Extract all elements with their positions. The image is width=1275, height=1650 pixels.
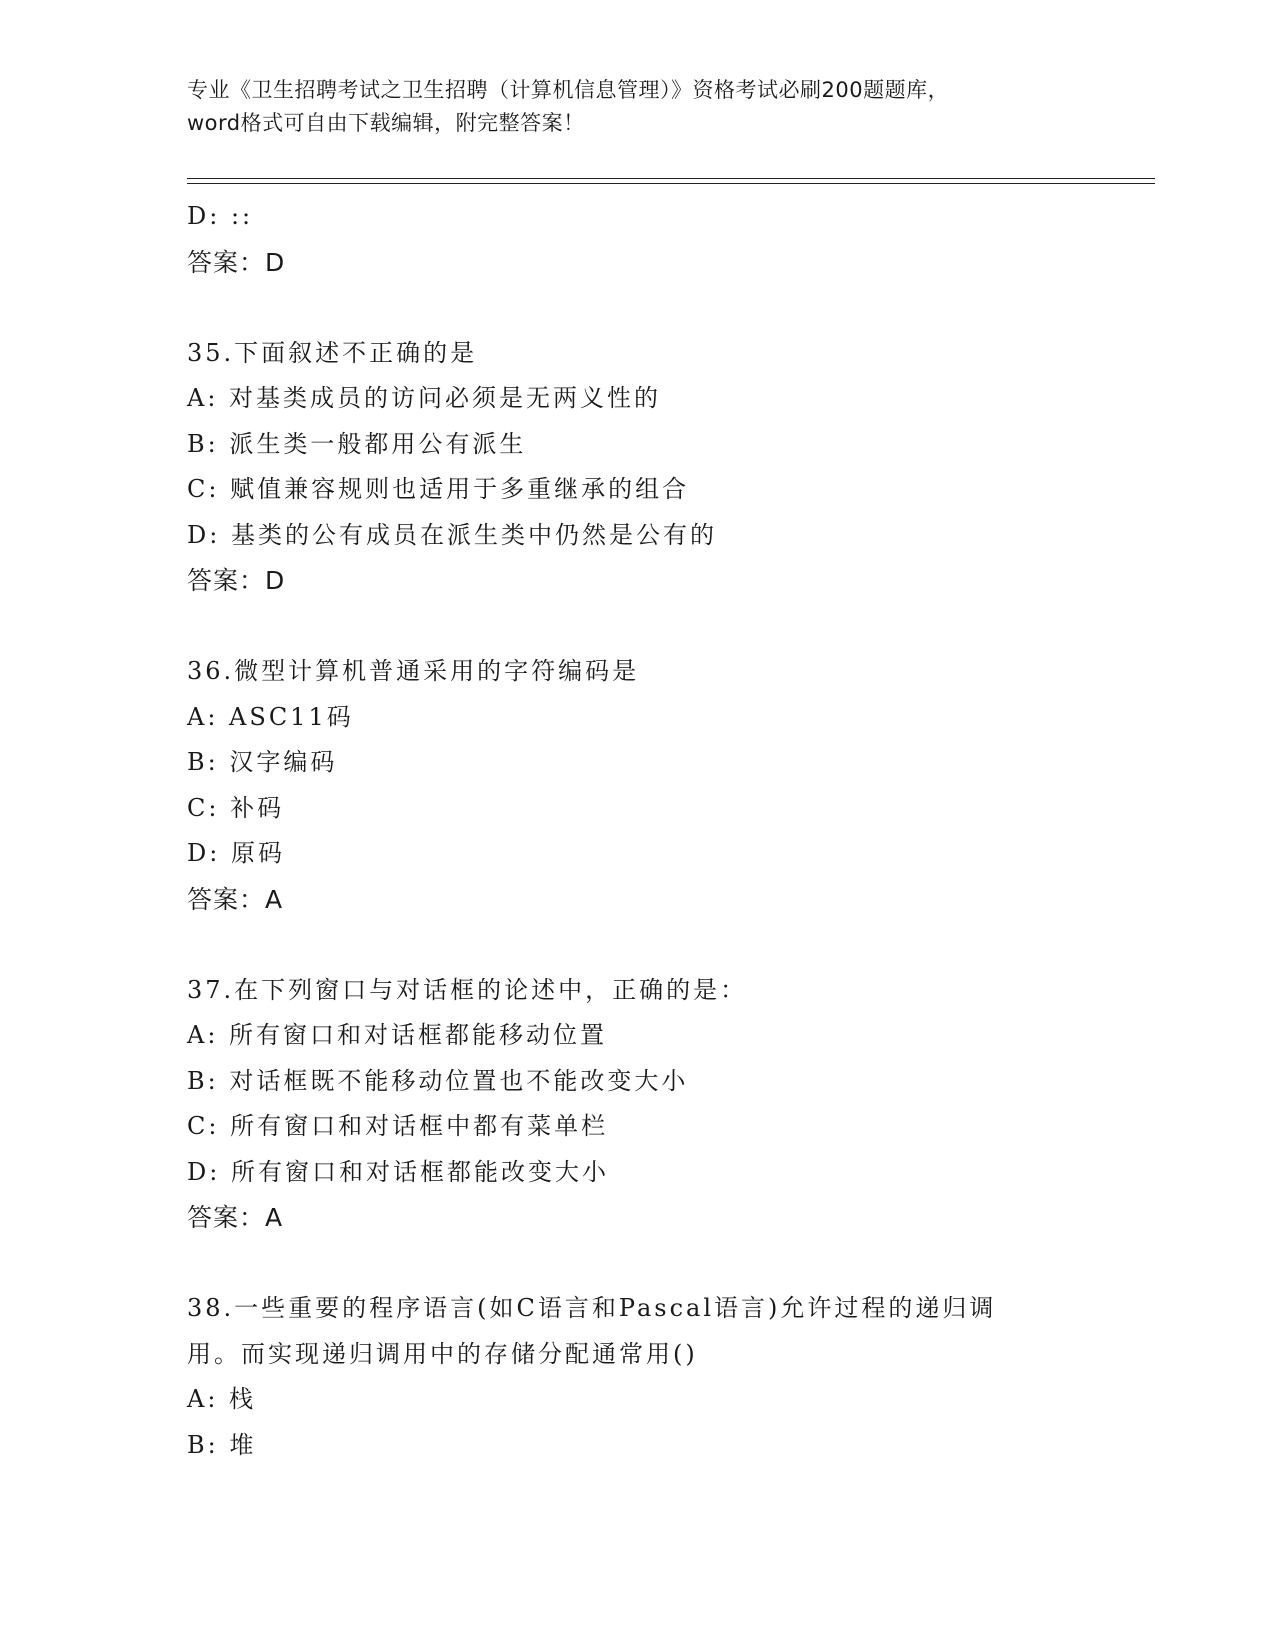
question-stem-38-line-1: 38.一些重要的程序语言(如C语言和Pascal语言)允许过程的递归调 — [187, 1294, 997, 1322]
question-list — [187, 194, 1087, 1468]
option-c: C: 赋值兼容规则也适用于多重继承的组合 — [187, 475, 690, 503]
option-b: B: 汉字编码 — [187, 748, 338, 776]
answer-line: 答案：A — [187, 884, 284, 914]
option-b: B: 派生类一般都用公有派生 — [187, 429, 527, 458]
spacer — [187, 285, 1087, 331]
answer-line: 答案：D — [187, 566, 286, 595]
option-a: A: 对基类成员的访问必须是无两义性的 — [187, 384, 662, 412]
option-a: A: ASC11码 — [187, 702, 354, 731]
question-stem-37: 37.在下列窗口与对话框的论述中，正确的是： — [187, 975, 748, 1004]
option-a: A: 栈 — [187, 1385, 257, 1413]
spacer — [187, 1241, 1087, 1287]
option-b: B: 堆 — [187, 1430, 257, 1459]
question-stem-38-line-2: 用。而实现递归调用中的存储分配通常用() — [187, 1339, 698, 1368]
option-c: C: 补码 — [187, 793, 285, 822]
answer-line: 答案：D — [187, 247, 286, 277]
option-b: B: 对话框既不能移动位置也不能改变大小 — [187, 1066, 689, 1095]
answer-line: 答案：A — [187, 1203, 284, 1232]
document-header — [187, 74, 1087, 140]
option-d: D: 原码 — [187, 839, 285, 867]
option-d: D: 所有窗口和对话框都能改变大小 — [187, 1157, 609, 1186]
spacer — [187, 922, 1087, 968]
header-title-line-2: word格式可自由下载编辑，附完整答案！ — [187, 111, 585, 135]
header-title-line-1: 专业《卫生招聘考试之卫生招聘（计算机信息管理）》资格考试必刷200题题库， — [187, 78, 950, 102]
option-d: D: 基类的公有成员在派生类中仍然是公有的 — [187, 520, 717, 549]
option-a: A: 所有窗口和对话框都能移动位置 — [187, 1021, 608, 1049]
option-c: C: 所有窗口和对话框中都有菜单栏 — [187, 1112, 609, 1140]
option-d: D: :: — [187, 202, 254, 230]
question-stem-36: 36.微型计算机普通采用的字符编码是 — [187, 657, 640, 685]
header-divider-bottom — [187, 183, 1155, 184]
question-stem-35: 35.下面叙述不正确的是 — [187, 338, 478, 367]
spacer — [187, 604, 1087, 650]
header-divider-top — [187, 178, 1155, 179]
